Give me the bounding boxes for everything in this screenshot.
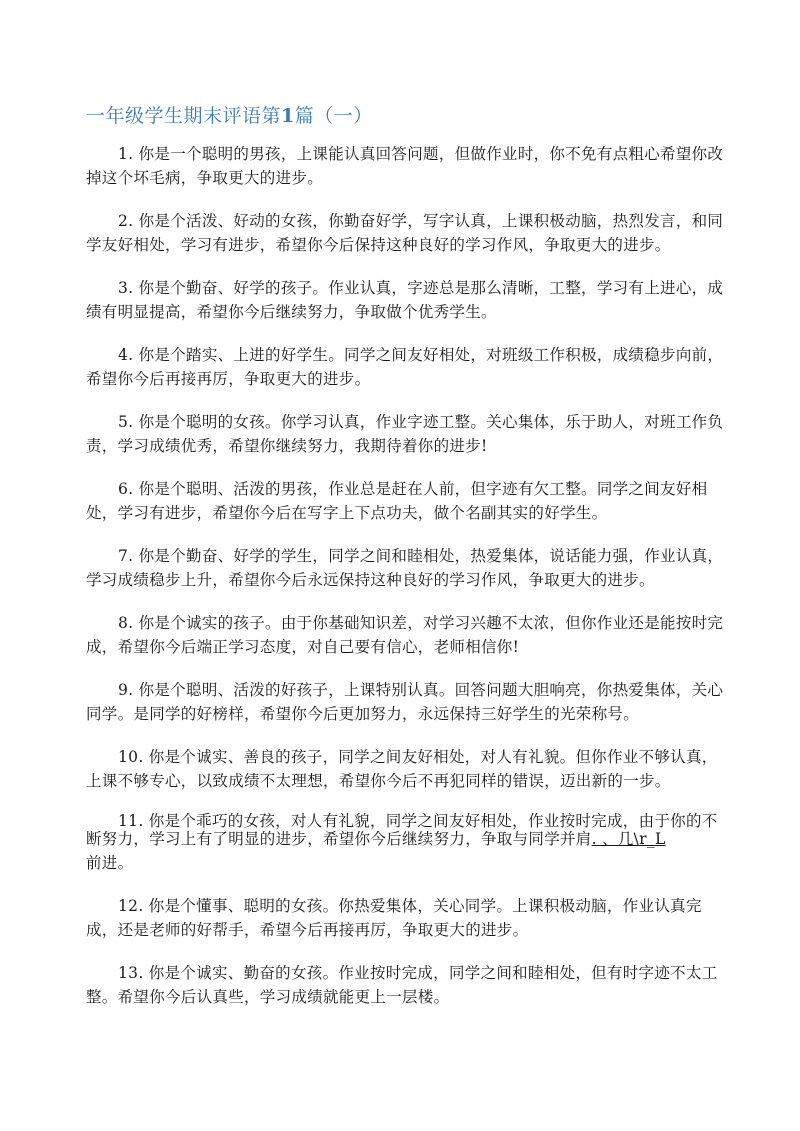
comment-paragraph: 2. 你是个活泼、好动的女孩，你勤奋好学，写字认真，上课积极动脑，热烈发言，和同学友好相处，学习有进步，希望你今后保持这种良好的学习作风，争取更大的进步。 (86, 212, 724, 254)
comment-paragraph: 5. 你是个聪明的女孩。你学习认真，作业字迹工整。关心集体，乐于助人，对班工作负责，学习成绩优秀，希望你继续努力，我期待着你的进步! (86, 413, 724, 455)
comment-paragraph-11 (86, 812, 726, 875)
comment-paragraph: 9. 你是个聪明、活泼的好孩子，上课特别认真。回答问题大胆响亮，你热爱集体，关心同学。是同学的好榜样，希望你今后更加努力，永远保持三好学生的光荣称号。 (86, 681, 724, 723)
comment-paragraph: 3. 你是个勤奋、好学的孩子。作业认真，字迹总是那么清晰，工整，学习有上进心，成绩有明显提高，希望你今后继续努力，争取做个优秀学生。 (86, 279, 724, 321)
comment-paragraph: 13. 你是个诚实、勤奋的女孩。作业按时完成，同学之间和睦相处，但有时字迹不太工整。希望你今后认真些，学习成绩就能更上一层楼。 (86, 964, 718, 1006)
comment-paragraph: 6. 你是个聪明、活泼的男孩，作业总是赶在人前，但字迹有欠工整。同学之间友好相处，学习有进步，希望你今后在写字上下点功夫，做个名副其实的好学生。 (86, 480, 708, 522)
document-title (86, 101, 373, 128)
comment-11-mark: . 、几\r_L (591, 830, 666, 848)
comment-list (86, 142, 726, 1028)
title-prefix: 一年级学生期末评语第 (86, 105, 282, 127)
comment-11-tail: 前进。 (86, 854, 134, 872)
comment-paragraph: 7. 你是个勤奋、好学的学生，同学之间和睦相处，热爱集体，说话能力强，作业认真，学习成绩稳步上升，希望你今后永远保持这种良好的学习作风，争取更大的进步。 (86, 547, 724, 589)
comment-11-main: 11. 你是个乖巧的女孩，对人有礼貌，同学之间友好相处，作业按时完成，由于你的不断努力，学习上有了明显的进步，希望你今后继续努力，争取与同学并肩 (86, 812, 718, 848)
title-suffix: 篇（一） (294, 105, 373, 127)
comment-paragraph: 10. 你是个诚实、善良的孩子，同学之间友好相处，对人有礼貌。但你作业不够认真，上课不够专心，以致成绩不太理想，希望你今后不再犯同样的错误，迈出新的一步。 (86, 748, 718, 790)
comment-paragraph: 4. 你是个踏实、上进的好学生。同学之间友好相处，对班级工作积极，成绩稳步向前，希望你今后再接再厉，争取更大的进步。 (86, 346, 724, 388)
comment-paragraph: 12. 你是个懂事、聪明的女孩。你热爱集体，关心同学。上课积极动脑，作业认真完成，还是老师的好帮手，希望今后再接再厉，争取更大的进步。 (86, 897, 702, 939)
comment-paragraph: 1. 你是一个聪明的男孩，上课能认真回答问题，但做作业时，你不免有点粗心希望你改掉这个坏毛病，争取更大的进步。 (86, 145, 724, 187)
title-number: 1 (281, 105, 295, 127)
comment-paragraph: 8. 你是个诚实的孩子。由于你基础知识差，对学习兴趣不太浓，但你作业还是能按时完成，希望你今后端正学习态度，对自己要有信心，老师相信你! (86, 614, 724, 656)
